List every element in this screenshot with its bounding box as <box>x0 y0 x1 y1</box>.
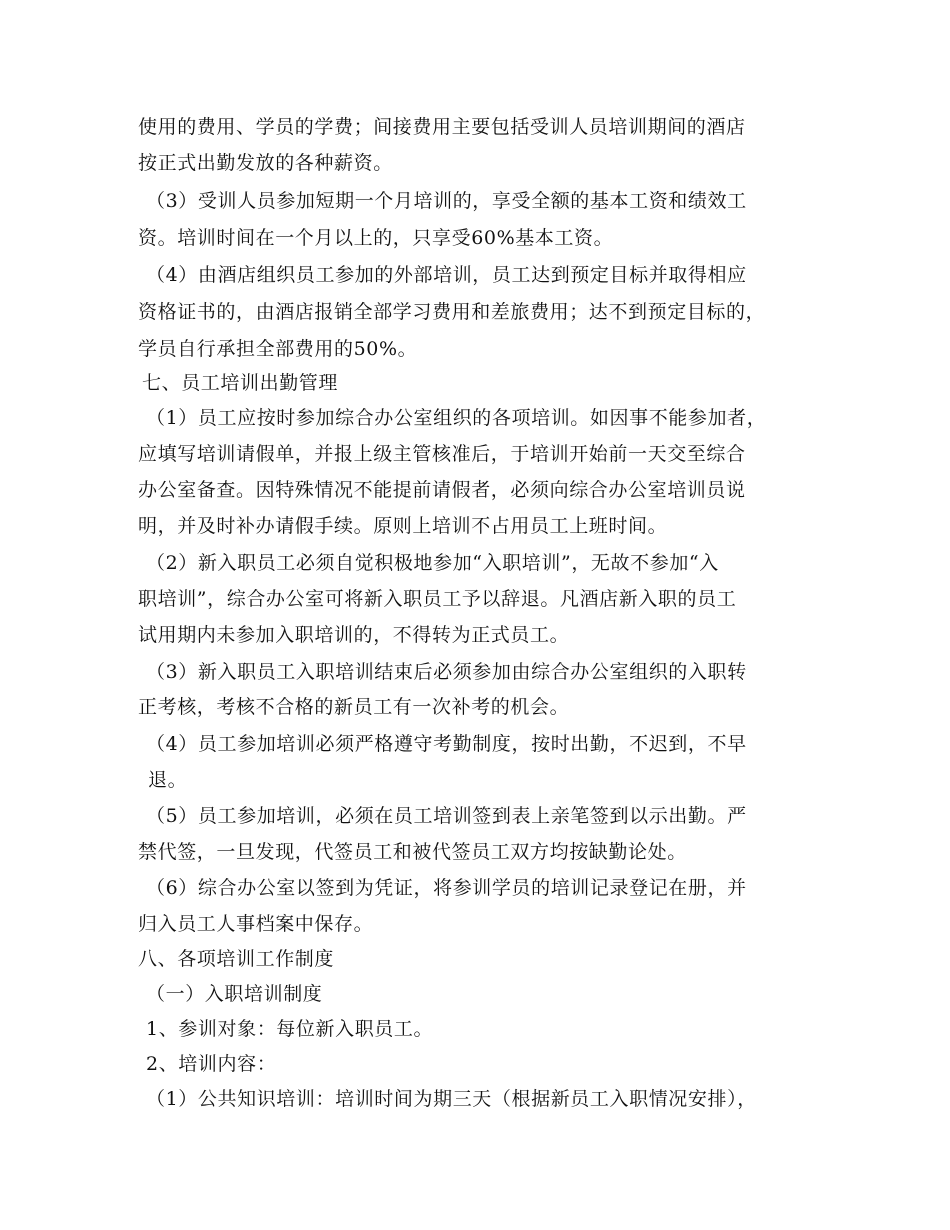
text-line: （5）员工参加培训，必须在员工培训签到表上亲笔签到以示出勤。严 <box>146 805 747 827</box>
section-heading: 八、各项培训工作制度 <box>138 948 335 970</box>
text-line: 学员自行承担全部费用的50%。 <box>138 338 418 360</box>
section-heading: 七、员工培训出勤管理 <box>142 372 339 394</box>
text-line: 归入员工人事档案中保存。 <box>138 913 374 935</box>
text-line: 资格证书的，由酒店报销全部学习费用和差旅费用；达不到预定目标的， <box>138 301 766 323</box>
text-line: 试用期内未参加入职培训的，不得转为正式员工。 <box>138 624 570 646</box>
text-line: （6）综合办公室以签到为凭证，将参训学员的培训记录登记在册，并 <box>146 877 747 899</box>
text-line: 使用的费用、学员的学费；间接费用主要包括受训人员培训期间的酒店 <box>138 116 746 138</box>
subsection-heading: （一）入职培训制度 <box>146 983 323 1005</box>
text-line: 退。 <box>148 769 188 791</box>
text-line: （3）新入职员工入职培训结束后必须参加由综合办公室组织的入职转 <box>146 661 747 683</box>
text-line: （2）新入职员工必须自觉积极地参加“入职培训”，无故不参加“入 <box>146 552 719 574</box>
text-line: （4）由酒店组织员工参加的外部培训，员工达到预定目标并取得相应 <box>146 264 747 286</box>
text-line: 办公室备查。因特殊情况不能提前请假者，必须向综合办公室培训员说 <box>138 479 746 501</box>
text-line: （1）公共知识培训：培训时间为期三天（根据新员工入职情况安排）， <box>146 1088 757 1110</box>
text-line: （3）受训人员参加短期一个月培训的，享受全额的基本工资和绩效工 <box>146 190 747 212</box>
text-line: 明，并及时补办请假手续。原则上培训不占用员工上班时间。 <box>138 515 668 537</box>
text-line: 正考核，考核不合格的新员工有一次补考的机会。 <box>138 696 570 718</box>
text-line: （1）员工应按时参加综合办公室组织的各项培训。如因事不能参加者， <box>146 407 767 429</box>
text-line: 禁代签，一旦发现，代签员工和被代签员工双方均按缺勤论处。 <box>138 841 687 863</box>
text-line: 应填写培训请假单，并报上级主管核准后，于培训开始前一天交至综合 <box>138 443 746 465</box>
text-line: 2、培训内容： <box>146 1053 277 1075</box>
text-line: 职培训”，综合办公室可将新入职员工予以辞退。凡酒店新入职的员工 <box>138 588 737 610</box>
text-line: 按正式出勤发放的各种薪资。 <box>138 152 393 174</box>
text-line: （4）员工参加培训必须严格遵守考勤制度，按时出勤，不迟到，不早 <box>146 733 747 755</box>
text-line: 资。培训时间在一个月以上的，只享受60%基本工资。 <box>138 227 614 249</box>
text-line: 1、参训对象：每位新入职员工。 <box>146 1018 434 1040</box>
